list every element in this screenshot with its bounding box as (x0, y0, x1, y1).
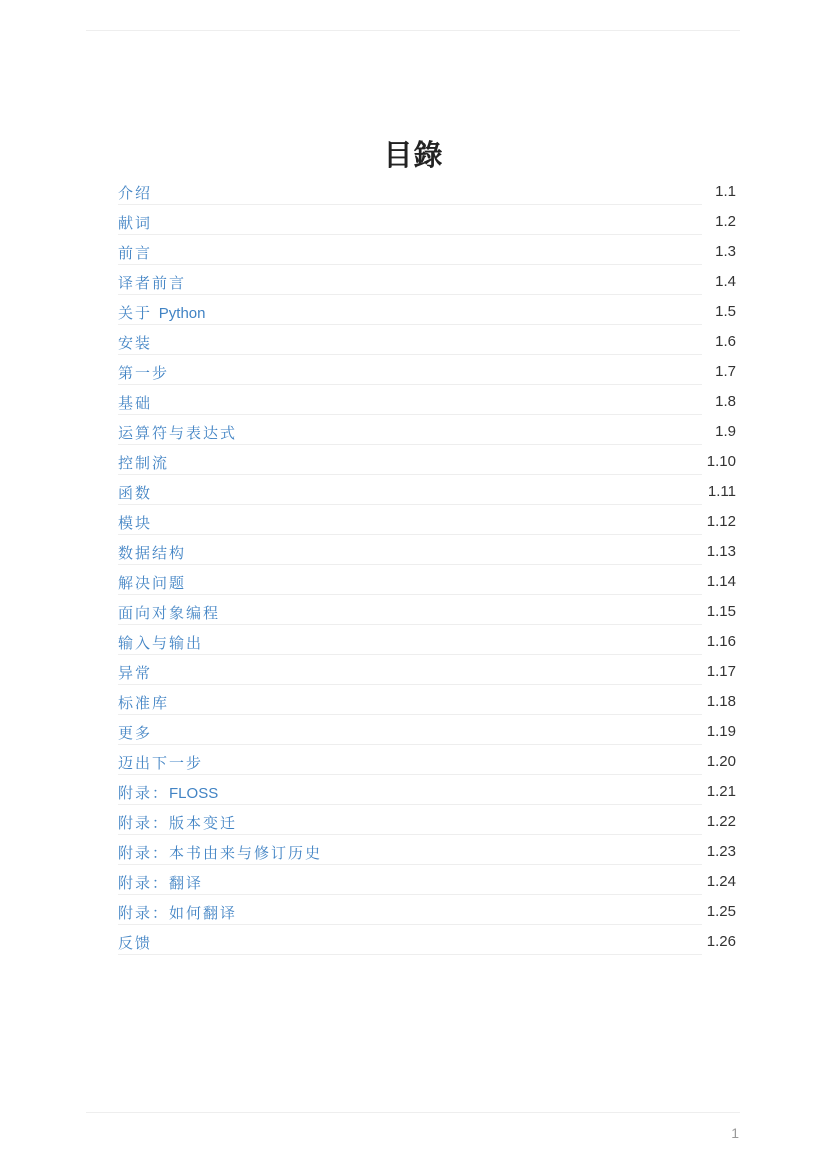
toc-entry-number: 1.1 (715, 183, 736, 200)
toc-entry-link[interactable]: 安装 (118, 334, 153, 352)
toc-entry-number: 1.2 (715, 213, 736, 230)
toc-entry-number: 1.3 (715, 243, 736, 260)
toc-entry-number: 1.8 (715, 393, 736, 410)
toc-entry-number: 1.20 (706, 753, 736, 770)
toc-entry-link[interactable]: 函数 (118, 484, 153, 502)
toc-entry-link[interactable]: 前言 (118, 244, 153, 262)
toc-entry-link[interactable]: 更多 (118, 724, 153, 742)
toc-entry (118, 565, 736, 595)
toc-entry-link[interactable]: 面向对象编程 (118, 604, 221, 622)
toc-entry-link[interactable]: 附录：版本变迁 (118, 814, 238, 832)
toc-entry-number: 1.7 (715, 363, 736, 380)
toc-entry (118, 775, 736, 805)
toc-entry (118, 475, 736, 505)
toc-entry-divider (118, 954, 702, 955)
toc-entry-link[interactable]: 解决问题 (118, 574, 187, 592)
page-title: 目錄 (383, 138, 444, 173)
header-rule (86, 30, 740, 31)
toc-entry (118, 235, 736, 265)
toc-entry-number: 1.5 (715, 303, 736, 320)
toc-entry (118, 625, 736, 655)
toc-entry-link[interactable]: 控制流 (118, 454, 170, 472)
toc-entry (118, 805, 736, 835)
toc-entry-number: 1.18 (706, 693, 736, 710)
toc-entry (118, 685, 736, 715)
toc-entry-link[interactable]: 数据结构 (118, 544, 187, 562)
toc-entry-number: 1.13 (706, 543, 736, 560)
toc-entry-link[interactable]: 异常 (118, 664, 153, 682)
toc-entry-link[interactable]: 译者前言 (118, 274, 187, 292)
toc-entry-link[interactable]: 迈出下一步 (118, 754, 204, 772)
toc-entry (118, 865, 736, 895)
toc-entry-link[interactable]: 第一步 (118, 364, 170, 382)
toc-entry-number: 1.14 (706, 573, 736, 590)
toc-entry-link[interactable]: 附录：本书由来与修订历史 (118, 844, 323, 862)
toc-entry-link[interactable]: 献词 (118, 214, 153, 232)
toc-entry-number: 1.23 (706, 843, 736, 860)
toc-entry (118, 175, 736, 205)
toc-entry-number: 1.16 (706, 633, 736, 650)
toc-entry-link[interactable]: 模块 (118, 514, 153, 532)
toc-entry (118, 655, 736, 685)
toc-entry (118, 445, 736, 475)
toc-entry-number: 1.21 (706, 783, 736, 800)
toc-entry-link[interactable]: 反馈 (118, 934, 153, 952)
toc-entry-number: 1.9 (715, 423, 736, 440)
toc-entry-number: 1.6 (715, 333, 736, 350)
table-of-contents (118, 175, 736, 955)
toc-entry-link[interactable]: 输入与输出 (118, 634, 204, 652)
toc-entry (118, 595, 736, 625)
toc-entry (118, 535, 736, 565)
toc-entry (118, 325, 736, 355)
toc-entry-link[interactable]: 附录：如何翻译 (118, 904, 238, 922)
toc-entry-number: 1.4 (715, 273, 736, 290)
toc-entry-link[interactable]: 关于 Python (118, 304, 206, 322)
toc-entry (118, 895, 736, 925)
toc-entry-link[interactable]: 附录：翻译 (118, 874, 204, 892)
toc-entry-link[interactable]: 附录：FLOSS (118, 784, 219, 802)
toc-entry-number: 1.11 (707, 483, 736, 500)
page-number: 1 (731, 1125, 739, 1141)
toc-entry (118, 385, 736, 415)
toc-entry (118, 715, 736, 745)
toc-entry-link[interactable]: 介绍 (118, 184, 153, 202)
toc-entry-number: 1.24 (706, 873, 736, 890)
toc-entry (118, 745, 736, 775)
toc-entry-number: 1.19 (706, 723, 736, 740)
toc-entry-link[interactable]: 基础 (118, 394, 153, 412)
toc-entry-number: 1.17 (706, 663, 736, 680)
toc-entry-link[interactable]: 标准库 (118, 694, 170, 712)
toc-entry-number: 1.15 (706, 603, 736, 620)
toc-entry-number: 1.12 (706, 513, 736, 530)
toc-entry (118, 295, 736, 325)
toc-entry-number: 1.10 (706, 453, 736, 470)
footer-rule (86, 1112, 740, 1113)
toc-entry-number: 1.25 (706, 903, 736, 920)
toc-entry (118, 205, 736, 235)
toc-entry-link[interactable]: 运算符与表达式 (118, 424, 238, 442)
toc-entry (118, 415, 736, 445)
toc-entry-number: 1.26 (706, 933, 736, 950)
toc-entry (118, 265, 736, 295)
toc-entry (118, 505, 736, 535)
toc-entry (118, 925, 736, 955)
toc-entry-number: 1.22 (706, 813, 736, 830)
toc-entry (118, 355, 736, 385)
toc-entry (118, 835, 736, 865)
